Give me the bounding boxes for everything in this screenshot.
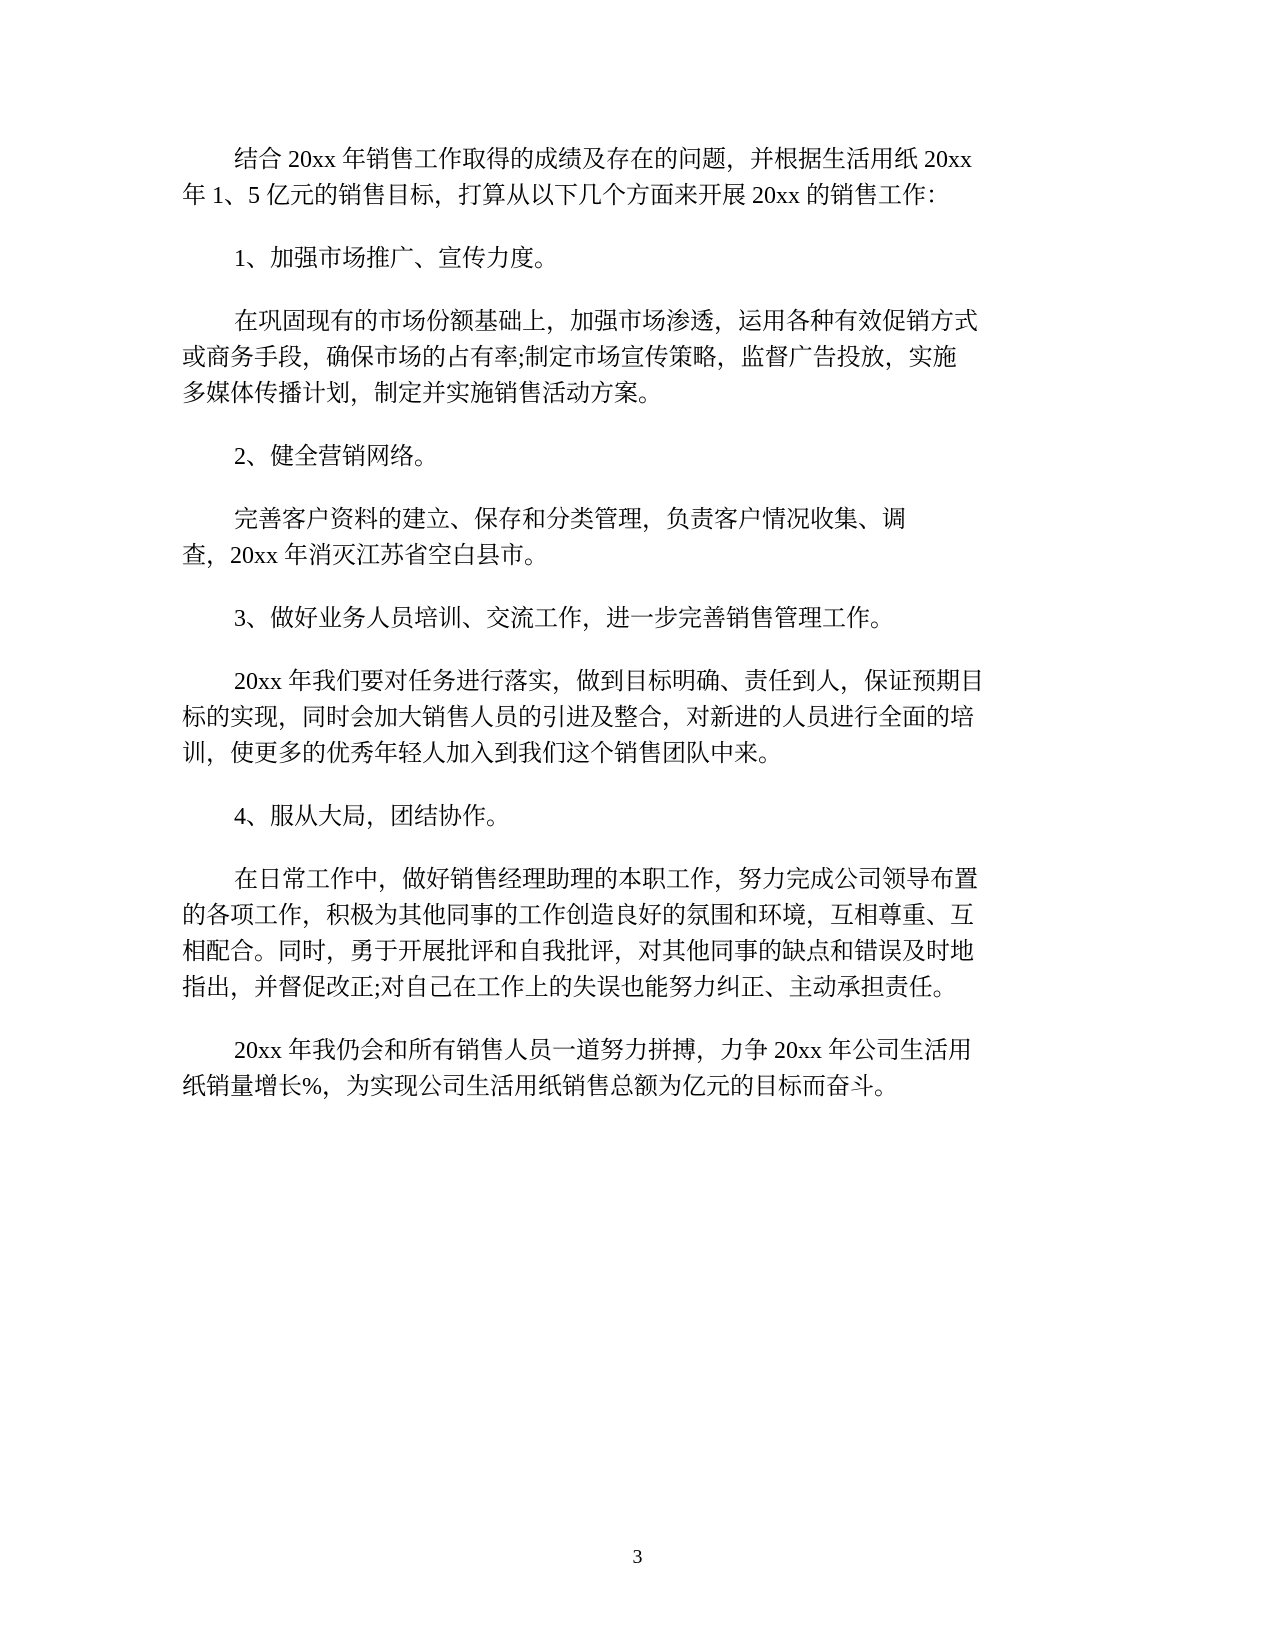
document-body	[182, 142, 1092, 1132]
text-line: 20xx 年我们要对任务进行落实，做到目标明确、责任到人，保证预期目	[234, 669, 984, 695]
text-line: 完善客户资料的建立、保存和分类管理，负责客户情况收集、调	[234, 507, 906, 533]
page-number: 3	[632, 1546, 643, 1568]
text-line: 在日常工作中，做好销售经理助理的本职工作，努力完成公司领导布置	[234, 867, 978, 893]
paragraph-market-promotion	[182, 304, 1092, 412]
text-line: 查，20xx 年消灭江苏省空白县市。	[182, 543, 548, 569]
text-line: 标的实现，同时会加大销售人员的引进及整合，对新进的人员进行全面的培	[182, 705, 974, 731]
paragraph-marketing-network	[182, 502, 1092, 574]
text-line: 的各项工作，积极为其他同事的工作创造良好的氛围和环境，互相尊重、互	[182, 903, 974, 929]
heading-text: 3、做好业务人员培训、交流工作，进一步完善销售管理工作。	[234, 606, 894, 632]
section-heading-1	[182, 241, 1092, 277]
heading-text: 2、健全营销网络。	[234, 444, 438, 470]
section-heading-4	[182, 799, 1092, 835]
paragraph-staff-training	[182, 664, 1092, 772]
section-heading-2	[182, 439, 1092, 475]
section-heading-3	[182, 601, 1092, 637]
text-line: 多媒体传播计划，制定并实施销售活动方案。	[182, 381, 662, 407]
text-line: 纸销量增长%，为实现公司生活用纸销售总额为亿元的目标而奋斗。	[182, 1074, 898, 1100]
text-line: 训，使更多的优秀年轻人加入到我们这个销售团队中来。	[182, 741, 782, 767]
paragraph-teamwork	[182, 862, 1092, 1006]
heading-text: 4、服从大局，团结协作。	[234, 804, 510, 830]
paragraph-conclusion	[182, 1033, 1092, 1105]
text-line: 20xx 年我仍会和所有销售人员一道努力拼搏，力争 20xx 年公司生活用	[234, 1038, 972, 1064]
text-line: 相配合。同时，勇于开展批评和自我批评，对其他同事的缺点和错误及时地	[182, 939, 974, 965]
text-line: 指出，并督促改正;对自己在工作上的失误也能努力纠正、主动承担责任。	[182, 975, 957, 1001]
text-line: 或商务手段，确保市场的占有率;制定市场宣传策略，监督广告投放，实施	[182, 345, 957, 371]
paragraph-intro	[182, 142, 1092, 214]
text-line: 在巩固现有的市场份额基础上，加强市场渗透，运用各种有效促销方式	[234, 309, 978, 335]
text-line: 年 1、5 亿元的销售目标，打算从以下几个方面来开展 20xx 的销售工作：	[182, 183, 950, 209]
heading-text: 1、加强市场推广、宣传力度。	[234, 246, 558, 272]
text-line: 结合 20xx 年销售工作取得的成绩及存在的问题，并根据生活用纸 20xx	[234, 147, 972, 173]
